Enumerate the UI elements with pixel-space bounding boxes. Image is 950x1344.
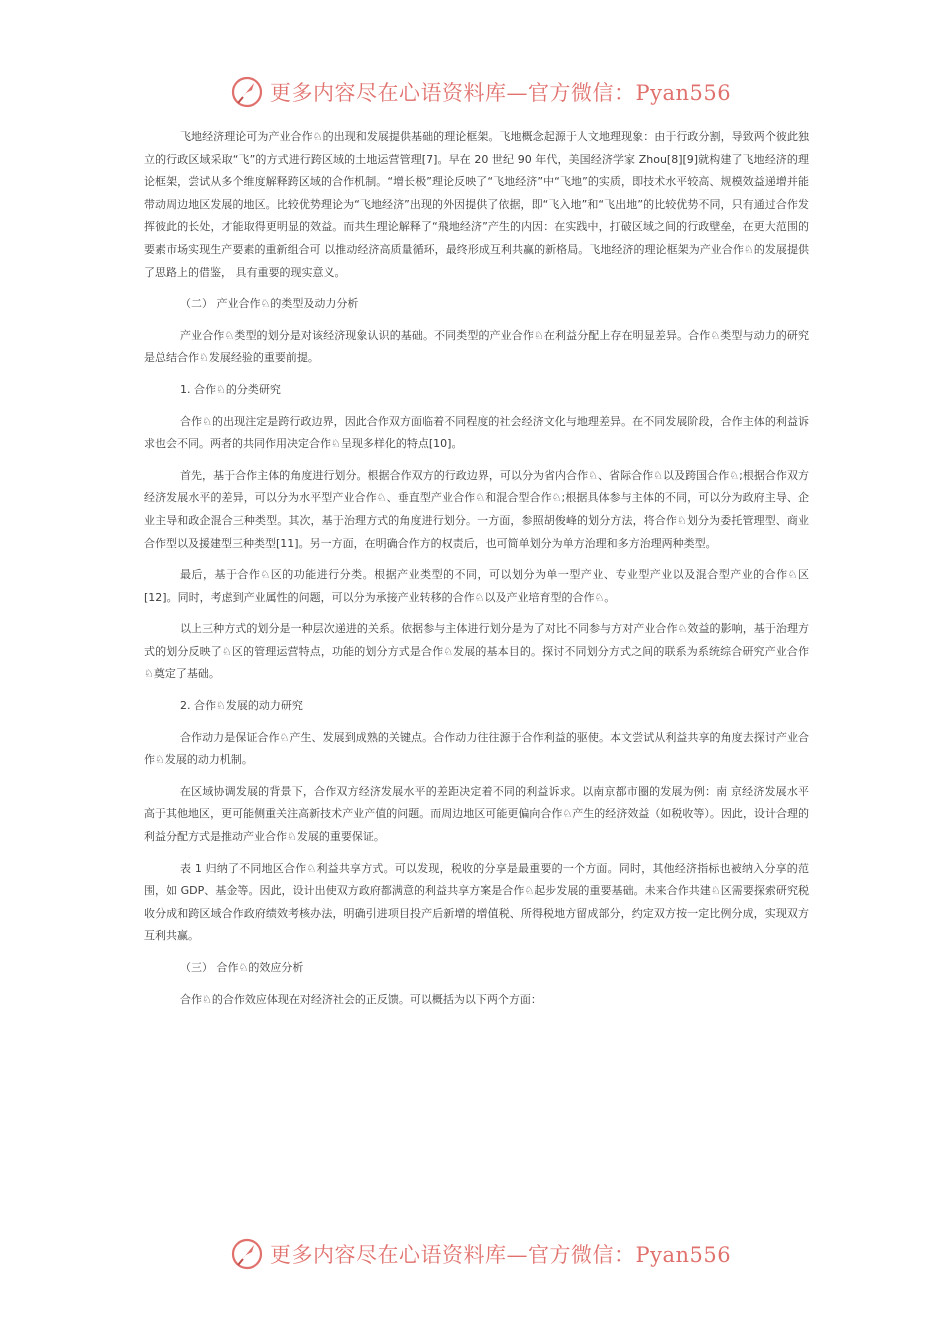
quill-pen-logo-icon (230, 75, 264, 109)
banner-text: 更多内容尽在心语资料库—官方微信：Pyan556 (270, 81, 732, 105)
paragraph-enclave-theory: 飞地经济理论可为产业合作♘的出现和发展提供基础的理论框架。飞地概念起源于人文地理现象：由于行政分割，导致两个彼此独立的行政区域采取“飞”的方式进行跨区域的土地运营管理[7]。早在 20 世纪 90 年代，美国经济学家 Zhou[8][9]就构建了飞地经济的理论框架，尝试从多个维度解释跨区域的合作机制。“增长极”理论反映了“飞地经济”中“飞地”的实质，即技术水平较高、规模效益递增并能带动周边地区发展的地区。比较优势理论为“飞地经济”出现的外因提供了依据，即“飞入地”和“飞出地”的比较优势不同，只有通过合作发挥彼此的长处，才能取得更明显的效益。而共生理论解释了“飛地经济”产生的内因：在实践中，打破区域之间的行政壁垒，在更大范围的要素市场实现生产要素的重新组合可 以推动经济高质量循环，最终形成互利共赢的新格局。飞地经济的理论框架为产业合作♘的发展提供了思路上的借鉴， 具有重要的现实意义。 (144, 130, 809, 279)
section-heading-effects: （三） 合作♘的效应分析 (180, 961, 304, 974)
quill-pen-logo-icon (230, 1237, 264, 1271)
subheading-driving-forces: 2. 合作♘发展的动力研究 (180, 699, 303, 713)
paragraph-nanjing-example: 在区域协调发展的背景下，合作双方经济发展水平的差距决定着不同的利益诉求。以南京都市圈的发展为例：南 京经济发展水平高于其他地区，更可能侧重关注高新技术产业产值的问题。而周边地区可能更偏向合作♘产生的经济效益（如税收等）。因此，设计合理的利益分配方式是推动产业合作♘发展的重要保证。 (144, 784, 809, 844)
document-body (144, 126, 809, 1011)
paragraph-benefit-sharing: 表 1 归纳了不同地区合作♘利益共享方式。可以发现，税收的分享是最重要的一个方面。同时，其他经济指标也被纳入分享的范围，如 GDP、基金等。因此，设计出使双方政府都满意的利益共享方案是合作♘起步发展的重要基础。未来合作共建♘区需要探索研究税收分成和跨区域合作政府绩效考核办法，明确引进项目投产后新增的增值税、所得税地方留成部分，约定双方按一定比例分成，实现双方互利共赢。 (144, 861, 809, 943)
section-heading-types-and-drivers: （二） 产业合作♘的类型及动力分析 (180, 297, 359, 311)
footer-banner (230, 1236, 750, 1272)
paragraph-classification-first: 首先，基于合作主体的角度进行划分。根据合作双方的行政边界，可以分为省内合作♘、省际合作♘以及跨国合作♘;根据合作双方经济发展水平的差异，可以分为水平型产业合作♘、垂直型产业合作♘和混合型合作♘;根据具体参与主体的不同，可以分为政府主导、企业主导和政企混合三种类型。其次，基于治理方式的角度进行划分。一方面，参照胡俊峰的划分方法，将合作♘划分为委托管理型、商业合作型以及援建型三种类型[11]。另一方面，在明确合作方的权责后，也可简单划分为单方治理和多方治理两种类型。 (144, 468, 809, 550)
banner-text: 更多内容尽在心语资料库—官方微信：Pyan556 (270, 1243, 732, 1267)
paragraph-effects-intro: 合作♘的合作效应体现在对经济社会的正反馈。可以概括为以下两个方面： (180, 992, 542, 1006)
paragraph-classification-intro: 合作♘的出现注定是跨行政边界，因此合作双方面临着不同程度的社会经济文化与地理差异。在不同发展阶段，合作主体的利益诉求也会不同。两者的共同作用决定合作♘呈现多样化的特点[10]。 (144, 414, 809, 451)
header-banner (230, 74, 750, 110)
subheading-classification: 1. 合作♘的分类研究 (180, 382, 281, 396)
paragraph-classification-last: 最后，基于合作♘区的功能进行分类。根据产业类型的不同，可以划分为单一型产业、专业型产业以及混合型产业的合作♘区[12]。同时，考虑到产业属性的问题，可以分为承接产业转移的合作♘以及产业培育型的合作♘。 (144, 568, 809, 604)
paragraph-driving-forces-intro: 合作动力是保证合作♘产生、发展到成熟的关键点。合作动力往往源于合作利益的驱使。本文尝试从利益共享的角度去探讨产业合作♘发展的动力机制。 (144, 730, 809, 767)
paragraph-classification-summary: 以上三种方式的划分是一种层次递进的关系。依据参与主体进行划分是为了对比不同参与方对产业合作♘效益的影响，基于治理方式的划分反映了♘区的管理运营特点，功能的划分方式是合作♘发展的基本目的。探讨不同划分方式之间的联系为系统综合研究产业合作♘奠定了基础。 (144, 622, 809, 681)
paragraph-types-intro: 产业合作♘类型的划分是对该经济现象认识的基础。不同类型的产业合作♘在利益分配上存在明显差异。合作♘类型与动力的研究是总结合作♘发展经验的重要前提。 (144, 328, 809, 365)
